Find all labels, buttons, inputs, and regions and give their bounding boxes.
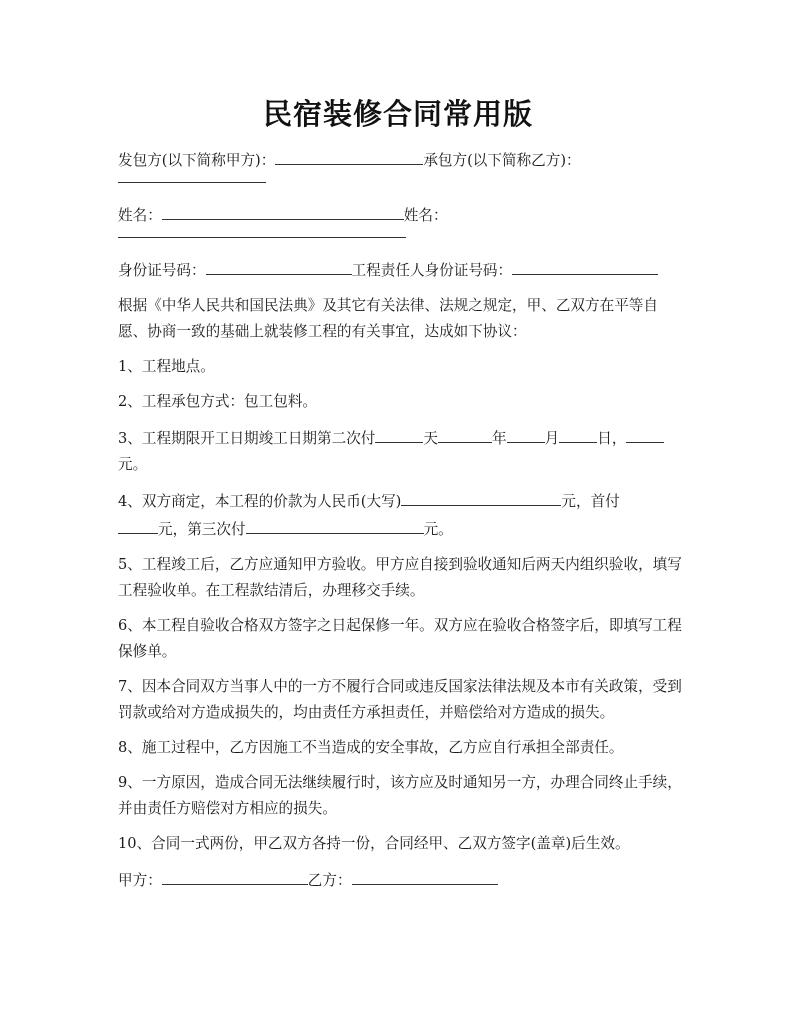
clause-4-blank-3 xyxy=(246,515,424,534)
document-title: 民宿装修合同常用版 xyxy=(262,97,533,131)
clause-2: 2、工程承包方式：包工包料。 xyxy=(118,393,318,410)
intro-paragraph: 根据《中华人民共和国民法典》及其它有关法律、法规之规定，甲、乙双方在平等自愿、协商一致的基础上就装修工程的有关事宜，达成如下协议： xyxy=(118,297,658,340)
clause-4-third: 元，第三次付 xyxy=(158,521,246,538)
id-blank xyxy=(206,256,352,275)
clause-4 xyxy=(118,487,682,543)
clause-3-yuan: 元。 xyxy=(118,456,148,473)
sign-a-blank xyxy=(162,866,308,885)
clause-3-month: 月 xyxy=(544,430,560,447)
clause-7: 7、因本合同双方当事人中的一方不履行合同或违反国家法律法规及本市有关政策，受到罚款或给对方造成损失的，均由责任方承担责任，并赔偿给对方造成的损失。 xyxy=(118,678,682,721)
clause-3-day: 天 xyxy=(423,430,438,447)
clause-8: 8、施工过程中，乙方因施工不当造成的安全事故，乙方应自行承担全部责任。 xyxy=(118,739,624,756)
clause-3-date: 日， xyxy=(597,430,627,447)
clause-4-end: 元。 xyxy=(423,521,453,538)
sign-b-blank xyxy=(352,866,498,885)
party-a-blank xyxy=(275,146,423,165)
document-body xyxy=(118,146,682,903)
party-a-label: 发包方(以下简称甲方)： xyxy=(118,152,276,169)
sign-a-label: 甲方： xyxy=(118,872,162,889)
clause-3-blank-3 xyxy=(507,424,545,443)
clause-3-year: 年 xyxy=(492,430,507,447)
clause-3-blank-4 xyxy=(559,424,597,443)
clause-3-blank-2 xyxy=(438,424,492,443)
sign-b-label: 乙方： xyxy=(307,872,352,889)
clause-4-blank-2 xyxy=(118,515,158,534)
engineer-id-blank xyxy=(512,256,658,275)
names-paragraph xyxy=(118,201,682,238)
clause-5: 5、工程竣工后，乙方应通知甲方验收。甲方应自接到验收通知后两天内组织验收，填写工程验收单。在工程款结清后，办理移交手续。 xyxy=(118,556,682,599)
name-a-blank xyxy=(162,201,404,220)
name-label-a: 姓名： xyxy=(118,207,162,224)
name-b-blank xyxy=(118,229,406,238)
clause-4-blank-1 xyxy=(401,487,561,506)
clause-9: 9、一方原因，造成合同无法继续履行时，该方应及时通知另一方，办理合同终止手续，并由责任方赔偿对方相应的损失。 xyxy=(118,774,682,817)
party-b-blank xyxy=(118,174,266,183)
clause-4-first: 元，首付 xyxy=(561,493,620,510)
clause-3-text: 3、工程期限开工日期竣工日期第二次付 xyxy=(118,430,376,447)
clause-3-blank-5 xyxy=(626,424,664,443)
name-label-b: 姓名： xyxy=(403,207,448,224)
clause-4-text: 4、双方商定，本工程的价款为人民币(大写) xyxy=(118,493,402,510)
party-b-label: 承包方(以下简称乙方)： xyxy=(423,152,581,169)
clause-10: 10、合同一式两份，甲乙双方各持一份，合同经甲、乙双方签字(盖章)后生效。 xyxy=(118,835,630,852)
clause-3-blank-1 xyxy=(375,424,423,443)
clause-1: 1、工程地点。 xyxy=(118,358,215,375)
id-paragraph xyxy=(118,256,682,284)
engineer-id-label: 工程责任人身份证号码： xyxy=(351,262,513,279)
signature-line xyxy=(118,866,682,894)
clause-6: 6、本工程自验收合格双方签字之日起保修一年。双方应在验收合格签字后，即填写工程保修单。 xyxy=(118,617,682,660)
id-label: 身份证号码： xyxy=(118,262,206,279)
parties-paragraph xyxy=(118,146,682,183)
clause-3 xyxy=(118,424,682,478)
